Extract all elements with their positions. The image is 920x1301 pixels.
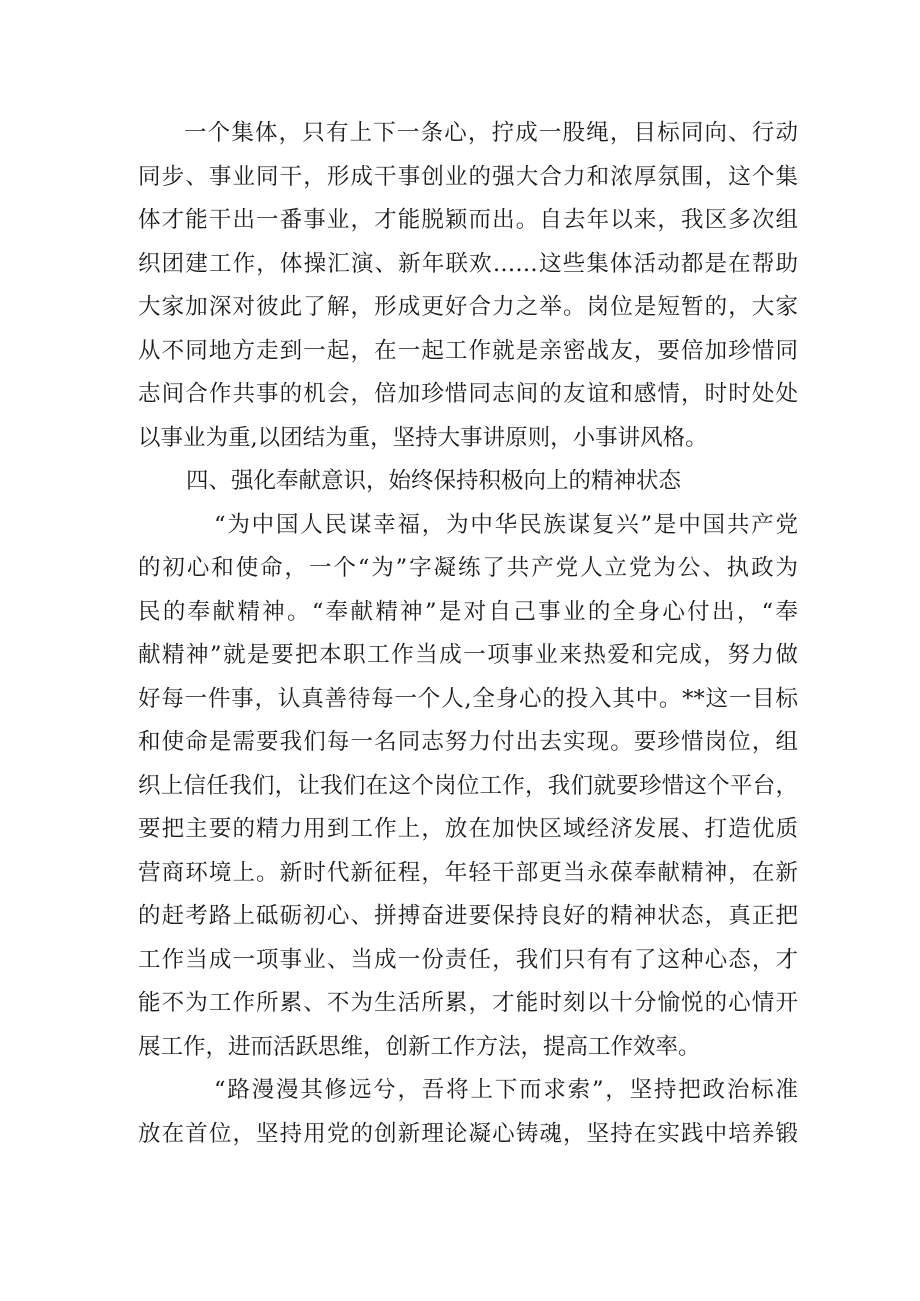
text-line: 能不为工作所累、不为生活所累，才能时刻以十分愉悦的心情开 <box>138 990 798 1016</box>
text-line: 从不同地方走到一起，在一起工作就是亲密战友，要倍加珍惜同 <box>138 337 798 364</box>
text-line: 的赶考路上砥砺初心、拼搏奋进要保持良好的精神状态，真正把 <box>138 903 798 929</box>
text-line: 体才能干出一番事业，才能脱颖而出。自去年以来，我区多次组 <box>138 207 798 233</box>
text-line: 以事业为重,以团结为重，坚持大事讲原则，小事讲风格。 <box>138 424 708 451</box>
paragraph-3 <box>138 504 798 1070</box>
text-line: 大家加深对彼此了解，形成更好合力之举。岗位是短暂的，大家 <box>138 294 798 320</box>
heading-text: 四、强化奉献意识，始终保持积极向上的精神状态 <box>186 468 682 494</box>
paragraph-1 <box>138 112 798 460</box>
paragraph-4 <box>138 1069 798 1156</box>
text-line: 要把主要的精力用到工作上，放在加快区域经济发展、打造优质 <box>138 816 798 842</box>
text-line: 工作当成一项事业、当成一份责任，我们只有有了这种心态，才 <box>138 946 798 973</box>
text-line: 民的奉献精神。“奉献精神”是对自己事业的全身心付出，“奉 <box>138 598 798 625</box>
text-line: 同步、事业同干，形成干事创业的强大合力和浓厚氛围，这个集 <box>138 163 798 190</box>
text-line: “路漫漫其修远兮，吾将上下而求索”，坚持把政治标准 <box>214 1077 798 1103</box>
text-line: 一个集体，只有上下一条心，拧成一股绳，目标同向、行动 <box>184 120 798 146</box>
document-page <box>138 112 798 1156</box>
text-line: 志间合作共事的机会，倍加珍惜同志间的友谊和感情，时时处处 <box>138 381 798 407</box>
text-line: 织团建工作，体操汇演、新年联欢……这些集体活动都是在帮助 <box>138 250 798 277</box>
text-line: 放在首位，坚持用党的创新理论凝心铸魂，坚持在实践中培养锻 <box>138 1120 798 1147</box>
text-line: 展工作，进而活跃思维，创新工作方法，提高工作效率。 <box>138 1033 701 1060</box>
text-line: 和使命是需要我们每一名同志努力付出去实现。要珍惜岗位，组 <box>138 729 798 755</box>
text-line: 的初心和使命，一个“为”字凝练了共产党人立党为公、执政为 <box>138 555 798 581</box>
text-line: 营商环境上。新时代新征程，年轻干部更当永葆奉献精神，在新 <box>138 859 798 886</box>
section-heading <box>138 460 798 504</box>
text-line: 织上信任我们，让我们在这个岗位工作，我们就要珍惜这个平台， <box>138 772 798 799</box>
text-line: 好每一件事，认真善待每一个人,全身心的投入其中。**这一目标 <box>138 685 798 712</box>
text-line: 献精神”就是要把本职工作当成一项事业来热爱和完成，努力做 <box>138 642 798 668</box>
text-line: “为中国人民谋幸福，为中华民族谋复兴”是中国共产党 <box>214 511 798 538</box>
